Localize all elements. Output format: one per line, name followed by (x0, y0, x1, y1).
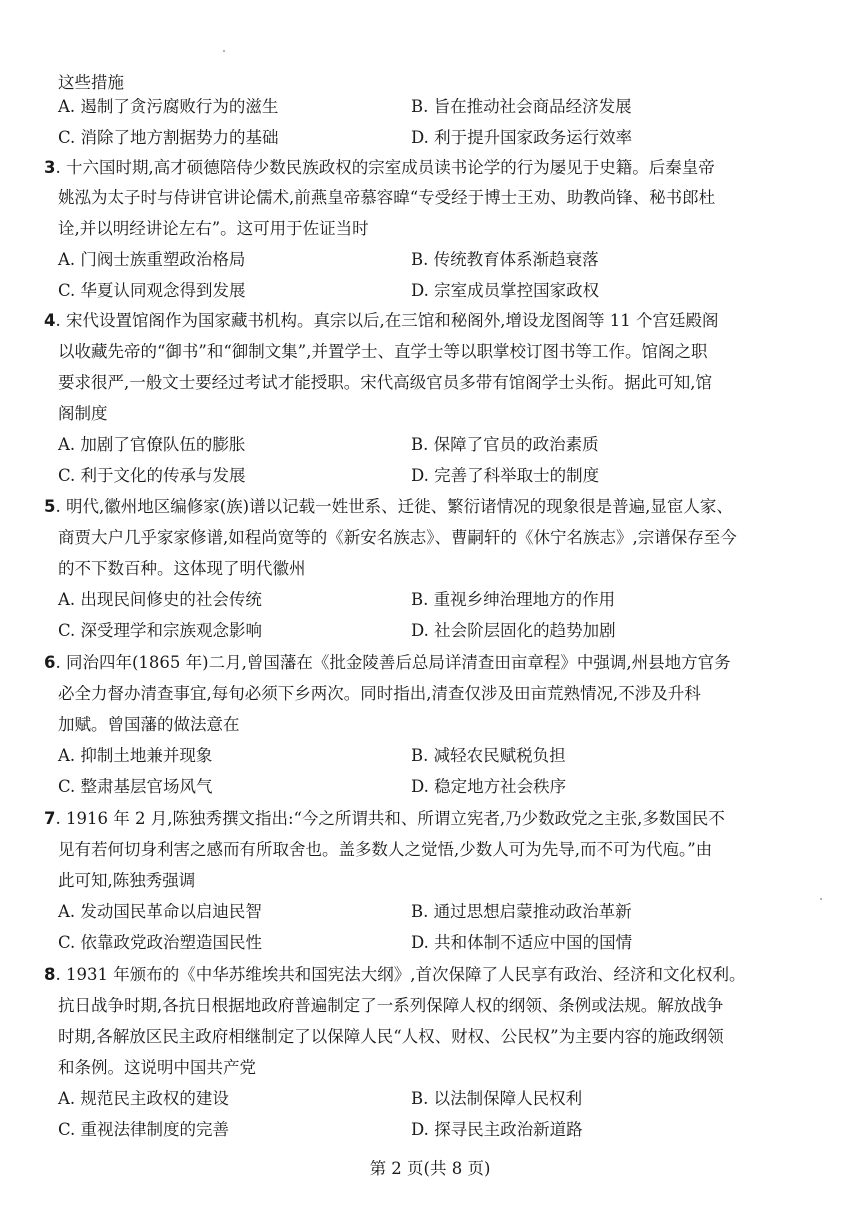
q5-option-b: B. 重视乡绅治理地方的作用 (411, 590, 616, 609)
q2-option-c: C. 消除了地方割据势力的基础 (58, 128, 279, 147)
scan-speck (223, 50, 225, 52)
q8-number: 8 (44, 965, 56, 984)
q4-option-a: A. 加剧了官僚队伍的膨胀 (58, 435, 246, 454)
q5-number: 5 (44, 497, 56, 516)
q6-stem-line-1 (44, 652, 804, 674)
q7-stem-line-1 (44, 808, 804, 830)
q6-stem-line-3: 加赋。曾国藩的做法意在 (58, 715, 240, 734)
q6-stem-text: . 同治四年(1865 年)二月,曾国藩在《批金陵善后总局详清查田亩章程》中强调,州县地方官务 (55, 653, 731, 672)
q4-stem-line-1 (44, 310, 804, 332)
q8-stem-text: . 1931 年颁布的《中华苏维埃共和国宪法大纲》,首次保障了人民享有政治、经济和文化权利。 (55, 965, 746, 984)
q7-option-d: D. 共和体制不适应中国的国情 (411, 933, 633, 952)
q8-option-a: A. 规范民主政权的建设 (58, 1089, 229, 1108)
q8-stem-line-2: 抗日战争时期,各抗日根据地政府普遍制定了一系列保障人权的纲领、条例或法规。解放战争 (58, 996, 724, 1015)
q8-option-b: B. 以法制保障人民权利 (411, 1089, 583, 1108)
q8-option-c: C. 重视法律制度的完善 (58, 1120, 230, 1139)
q3-stem-line-3: 诠,并以明经讲论左右”。这可用于佐证当时 (58, 219, 369, 238)
q5-stem-line-3: 的不下数百种。这体现了明代徽州 (58, 559, 306, 578)
q6-option-a: A. 抑制土地兼并现象 (58, 746, 213, 765)
q4-option-c: C. 利于文化的传承与发展 (58, 466, 246, 485)
q4-option-d: D. 完善了科举取士的制度 (411, 466, 600, 485)
scan-speck (820, 898, 822, 900)
page-number-footer: 第 2 页(共 8 页) (369, 1159, 491, 1178)
q4-stem-line-4: 阁制度 (58, 404, 108, 423)
q7-number: 7 (44, 809, 56, 828)
q8-stem-line-1 (44, 964, 804, 986)
q5-stem-line-2: 商贾大户几乎家家修谱,如程尚宽等的《新安名族志》、曹嗣轩的《休宁名族志》,宗谱保存至今 (58, 528, 737, 547)
q8-stem-line-4: 和条例。这说明中国共产党 (58, 1058, 256, 1077)
q3-stem-text: . 十六国时期,高才硕德陪侍少数民族政权的宗室成员读书论学的行为屡见于史籍。后秦皇帝 (55, 158, 715, 177)
q6-option-d: D. 稳定地方社会秩序 (411, 777, 567, 796)
q4-stem-line-3: 要求很严,一般文士要经过考试才能授职。宋代高级官员多带有馆阁学士头衔。据此可知,馆 (58, 373, 712, 392)
q7-option-a: A. 发动国民革命以启迪民智 (58, 902, 262, 921)
q2-stem-tail: 这些措施 (58, 73, 124, 92)
q4-number: 4 (44, 311, 56, 330)
q7-option-b: B. 通过思想启蒙推动政治革新 (411, 902, 632, 921)
q8-option-d: D. 探寻民主政治新道路 (411, 1120, 583, 1139)
q3-option-b: B. 传统教育体系渐趋衰落 (411, 250, 599, 269)
q2-option-d: D. 利于提升国家政务运行效率 (411, 128, 633, 147)
q7-option-c: C. 依靠政党政治塑造国民性 (58, 933, 263, 952)
q3-stem-line-2: 姚泓为太子时与侍讲官讲论儒术,前燕皇帝慕容暐“专受经于博士王劝、助教尚锋、秘书郎杜 (58, 188, 716, 207)
q7-stem-text: . 1916 年 2 月,陈独秀撰文指出:“今之所谓共和、所谓立宪者,乃少数政党之主张,多数国民不 (55, 809, 725, 828)
q5-option-d: D. 社会阶层固化的趋势加剧 (411, 621, 616, 640)
q7-stem-line-2: 见有若何切身利害之感而有所取舍也。盖多数人之觉悟,少数人可为先导,而不可为代庖。”由 (58, 840, 713, 859)
q5-stem-line-1 (44, 496, 804, 518)
q4-stem-line-2: 以收藏先帝的“御书”和“御制文集”,并置学士、直学士等以职掌校订图书等工作。馆阁之职 (58, 342, 708, 361)
q7-stem-line-3: 此可知,陈独秀强调 (58, 871, 196, 890)
q5-stem-text: . 明代,徽州地区编修家(族)谱以记载一姓世系、迁徙、繁衍诸情况的现象很是普遍,显宦人家、 (55, 497, 733, 516)
q2-option-b: B. 旨在推动社会商品经济发展 (411, 97, 632, 116)
q8-stem-line-3: 时期,各解放区民主政府相继制定了以保障人民“人权、财权、公民权”为主要内容的施政纲领 (58, 1027, 724, 1046)
q4-stem-text: . 宋代设置馆阁作为国家藏书机构。真宗以后,在三馆和秘阁外,增设龙图阁等 11 个宫廷殿阁 (55, 311, 719, 330)
q5-option-a: A. 出现民间修史的社会传统 (58, 590, 262, 609)
q3-option-d: D. 宗室成员掌控国家政权 (411, 281, 600, 300)
q6-option-b: B. 减轻农民赋税负担 (411, 746, 566, 765)
q3-option-c: C. 华夏认同观念得到发展 (58, 281, 246, 300)
q4-option-b: B. 保障了官员的政治素质 (411, 435, 599, 454)
q3-number: 3 (44, 158, 56, 177)
q5-option-c: C. 深受理学和宗族观念影响 (58, 621, 263, 640)
q3-option-a: A. 门阀士族重塑政治格局 (58, 250, 246, 269)
q6-number: 6 (44, 653, 56, 672)
q3-stem-line-1 (44, 157, 804, 179)
q6-stem-line-2: 必全力督办清查事宜,每旬必须下乡两次。同时指出,清查仅涉及田亩荒熟情况,不涉及升科 (58, 684, 701, 703)
q2-option-a: A. 遏制了贪污腐败行为的滋生 (58, 97, 279, 116)
q6-option-c: C. 整肃基层官场风气 (58, 777, 213, 796)
